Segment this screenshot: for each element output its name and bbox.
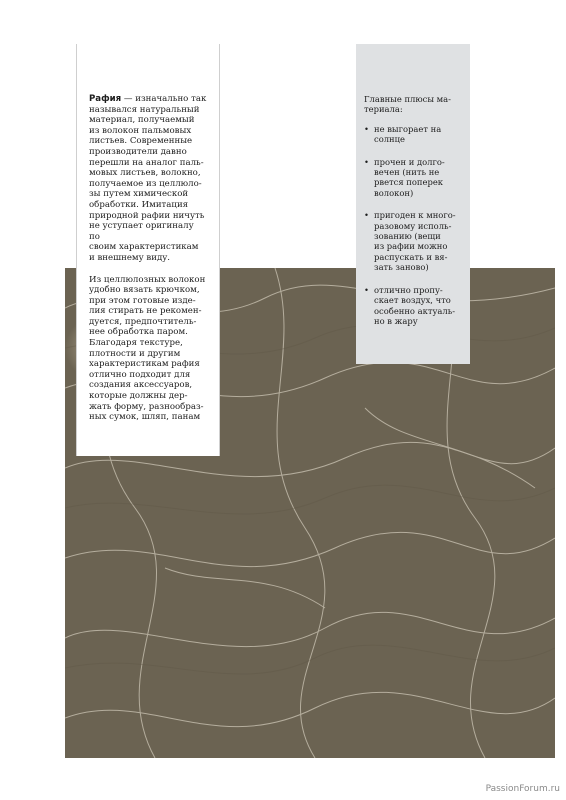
- benefit-item: • пригоден к много- разовому исполь- зованию (вещи из рафии можно распускать и вя- зать заново): [364, 210, 456, 273]
- benefit-item: • прочен и долго- вечен (нить не рвется поперек волокон): [364, 156, 445, 198]
- bullet-icon: •: [364, 210, 369, 221]
- definition-paragraph: Рафия — изначально так назывался натуральный материал, получаемый из волокон пальмовых листьев. Современные производители давно перешли на аналог паль- мовых листьев, волокно, получаемое из целлюло- зы путем химической обработки. Имитация природной рафии ничуть не уступает оригиналу по своим характеристикам и внешнему виду.: [89, 94, 207, 263]
- bullet-icon: •: [364, 156, 369, 167]
- bullet-icon: •: [364, 284, 369, 295]
- benefit-item: • отлично пропу- скает воздух, что особенно актуаль- но в жару: [364, 284, 456, 326]
- term-rafia: Рафия: [89, 94, 122, 104]
- article-text-column: [76, 44, 220, 456]
- benefits-list: [364, 124, 464, 327]
- benefit-item: • не выгорает на солнце: [364, 123, 442, 145]
- benefits-intro: Главные плюсы ма- териала:: [364, 94, 451, 115]
- bullet-icon: •: [364, 123, 369, 134]
- usage-paragraph: Из целлюлозных волокон удобно вязать крючком, при этом готовые изде- лия стирать не рекомен- дуется, предпочтитель- нее обработка паром. Благодаря текстуре, плотности и другим характеристикам рафия отлично подходит для создания аксессуаров, которые должны дер- жать форму, разнообраз- ных сумок, шляп, панам: [89, 274, 206, 423]
- benefits-sidebar: [356, 44, 470, 364]
- site-watermark: PassionForum.ru: [485, 784, 560, 794]
